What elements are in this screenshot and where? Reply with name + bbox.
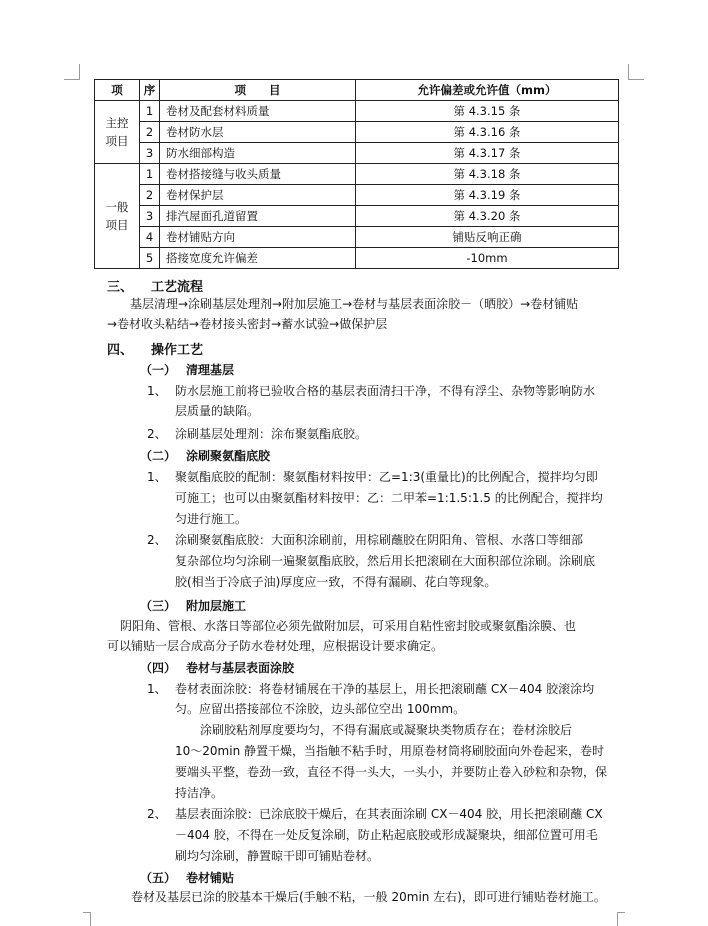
column-header: 项 目 xyxy=(160,80,356,101)
table-row xyxy=(95,227,619,248)
section-3-heading xyxy=(107,276,203,295)
row-number: 3 xyxy=(140,143,160,164)
group-label-line: 一般 xyxy=(105,200,129,214)
body-line: 要端头平整，卷劲一致，直径不得一头大，一头小，并要防止卷入砂粒和杂物，保 xyxy=(175,765,608,779)
row-value: 铺贴反响正确 xyxy=(356,227,619,248)
section-4-heading xyxy=(107,339,203,358)
item-number: 2、 xyxy=(147,533,167,547)
subsection-heading xyxy=(140,869,234,886)
row-value: 第 4.3.19 条 xyxy=(356,185,619,206)
row-value: 第 4.3.20 条 xyxy=(356,206,619,227)
body-line: 卷材表面涂胶：将卷材铺展在干净的基层上，用长把滚刷蘸 CX－404 胶滚涂均 xyxy=(175,682,595,696)
column-header: 序 xyxy=(140,80,160,101)
subsection-label: （三） xyxy=(140,599,177,613)
item-number: 2、 xyxy=(147,427,167,441)
body-line: 可以铺贴一层合成高分子防水卷材处理，应根据设计要求确定。 xyxy=(107,639,444,653)
row-number: 4 xyxy=(140,227,160,248)
row-number: 3 xyxy=(140,206,160,227)
row-number: 1 xyxy=(140,164,160,185)
group-label-main xyxy=(95,101,140,164)
section-title: 工艺流程 xyxy=(151,280,204,295)
body-line: －404 胶，不得在一处反复涂刷，防止粘起底胶或形成凝聚块，细部位置可用毛 xyxy=(175,828,598,842)
body-line: 阴阳角、管根、水落日等部位必须先做附加层，可采用自粘性密封胶或聚氨酯涂膜、也 xyxy=(120,619,577,633)
row-item: 卷材保护层 xyxy=(160,185,356,206)
body-line: 涂刷聚氨酯底胶：大面积涂刷前，用棕刷蘸胶在阴阳角、管根、水落口等细部 xyxy=(175,533,584,547)
row-value: 第 4.3.18 条 xyxy=(356,164,619,185)
body-line: 胶(相当于冷底子油)厚度应一致，不得有漏刷、花白等现象。 xyxy=(175,575,497,589)
subsection-heading xyxy=(140,597,246,614)
crop-mark xyxy=(83,912,91,913)
subsection-label: （二） xyxy=(140,449,177,463)
subsection-title: 附加层施工 xyxy=(186,599,247,613)
row-value: 第 4.3.17 条 xyxy=(356,143,619,164)
crop-mark xyxy=(64,79,80,80)
table-row xyxy=(95,248,619,269)
row-item: 卷材防水层 xyxy=(160,122,356,143)
row-value: -10mm xyxy=(356,248,619,269)
body-line: 聚氨酯底胶的配制：聚氨酯材料按甲：乙=1:3(重量比)的比例配合，搅拌均匀即 xyxy=(175,470,598,484)
body-line: 基层表面涂胶：已涂底胶干燥后，在其表面涂刷 CX－404 胶，用长把滚刷蘸 CX xyxy=(175,807,603,821)
section-number: 四、 xyxy=(107,343,134,358)
body-line: 防水层施工前将已验收合格的基层表面清扫干净，不得有浮尘、杂物等影响防水 xyxy=(175,384,596,398)
table-row xyxy=(95,122,619,143)
table-header-row xyxy=(95,80,619,101)
subsection-heading xyxy=(140,447,270,464)
crop-mark xyxy=(628,64,629,80)
subsection-heading xyxy=(140,659,294,676)
table-row xyxy=(95,206,619,227)
item-number: 1、 xyxy=(147,682,167,696)
subsection-label: （一） xyxy=(140,363,177,377)
row-number: 2 xyxy=(140,122,160,143)
crop-mark xyxy=(628,79,644,80)
row-item: 排汽屋面孔道留置 xyxy=(160,206,356,227)
row-item: 卷材铺贴方向 xyxy=(160,227,356,248)
group-label-line: 主控 xyxy=(105,116,129,130)
row-item: 搭接宽度允许偏差 xyxy=(160,248,356,269)
crop-mark xyxy=(617,912,618,926)
column-header: 项 xyxy=(95,80,140,101)
row-number: 1 xyxy=(140,101,160,122)
crop-mark xyxy=(617,912,625,913)
item-number: 1、 xyxy=(147,384,167,398)
body-line: 10～20min 静置干燥，当指触不粘手时，用原卷材筒将刷胶面向外卷起来，卷时 xyxy=(175,744,604,758)
body-line: 复杂部位均匀涂刷一遍聚氨酯底胶，然后用长把滚刷在大面积部位涂刷。涂刷底 xyxy=(175,554,596,568)
table-row xyxy=(95,164,619,185)
row-value: 第 4.3.16 条 xyxy=(356,122,619,143)
body-line: 可施工；也可以由聚氨酯材料按甲：乙：二甲苯=1:1.5:1.5 的比例配合，搅拌均 xyxy=(175,491,603,505)
body-line: 卷材及基层已涂的胶基本干燥后(手触不粘，一般 20min 左右)，即可进行铺贴卷材施工。 xyxy=(131,890,606,904)
row-item: 防水细部构造 xyxy=(160,143,356,164)
column-header: 允许偏差或允许值（mm） xyxy=(356,80,619,101)
body-line: 涂刷基层处理剂：涂布聚氨酯底胶。 xyxy=(175,427,368,441)
table-row xyxy=(95,185,619,206)
group-label-line: 项目 xyxy=(105,134,129,148)
body-line: 持洁净。 xyxy=(175,786,224,800)
group-label-general xyxy=(95,164,140,269)
table-row xyxy=(95,143,619,164)
row-item: 卷材及配套材料质量 xyxy=(160,101,356,122)
subsection-title: 涂刷聚氨酯底胶 xyxy=(186,449,271,463)
subsection-label: （四） xyxy=(140,661,177,675)
group-label-line: 项目 xyxy=(105,218,129,232)
subsection-heading xyxy=(140,361,234,378)
subsection-label: （五） xyxy=(140,871,177,885)
quality-table xyxy=(94,79,619,269)
item-number: 1、 xyxy=(147,470,167,484)
body-line: 层质量的缺陷。 xyxy=(175,404,260,418)
row-number: 5 xyxy=(140,248,160,269)
body-line: 匀。应留出搭接部位不涂胶，边头部位空出 100mm。 xyxy=(175,702,466,716)
section-title: 操作工艺 xyxy=(151,343,204,358)
crop-mark xyxy=(90,912,91,926)
row-item: 卷材搭接缝与收头质量 xyxy=(160,164,356,185)
item-number: 2、 xyxy=(147,807,167,821)
subsection-title: 卷材与基层表面涂胶 xyxy=(186,661,295,675)
table-row xyxy=(95,101,619,122)
process-flow-line: 基层清理→涂刷基层处理剂→附加层施工→卷材与基层表面涂胶－（晒胶）→卷材铺贴 xyxy=(130,297,579,311)
subsection-title: 清理基层 xyxy=(186,363,235,377)
crop-mark xyxy=(79,64,80,80)
row-number: 2 xyxy=(140,185,160,206)
row-value: 第 4.3.15 条 xyxy=(356,101,619,122)
section-number: 三、 xyxy=(107,280,134,295)
subsection-title: 卷材铺贴 xyxy=(186,871,235,885)
body-line: 刷均匀涂刷，静置晾干即可铺贴卷材。 xyxy=(175,849,380,863)
body-line: 涂刷胶粘剂厚度要均匀，不得有漏底或凝聚块类物质存在；卷材涂胶后 xyxy=(200,723,573,737)
process-flow-line: →卷材收头粘结→卷材接头密封→蓄水试验→做保护层 xyxy=(107,317,388,331)
body-line: 匀进行施工。 xyxy=(175,512,248,526)
